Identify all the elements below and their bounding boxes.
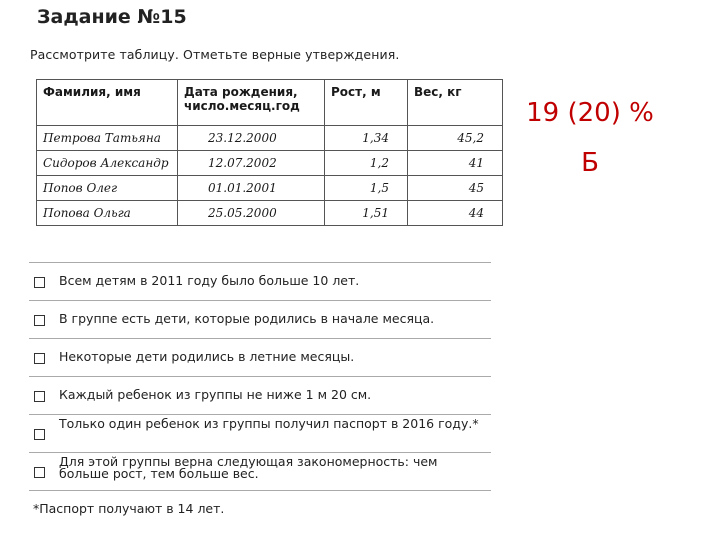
cell-weight: 45 [408, 176, 503, 201]
table-row [37, 176, 503, 201]
option-label: Всем детям в 2011 году было больше 10 лет. [59, 273, 360, 288]
header-birthdate: Дата рождения, число.месяц.год [178, 80, 325, 126]
table-row [37, 126, 503, 151]
table-header-row [37, 80, 503, 126]
header-weight: Вес, кг [408, 80, 503, 126]
answer-letter: Б [581, 148, 599, 178]
cell-height: 1,51 [325, 201, 408, 226]
option-checkbox[interactable] [34, 391, 45, 402]
cell-birthdate: 01.01.2001 [178, 176, 325, 201]
option-label: Только один ребенок из группы получил паспорт в 2016 году.* [59, 416, 479, 431]
cell-weight: 41 [408, 151, 503, 176]
cell-birthdate: 25.05.2000 [178, 201, 325, 226]
option-checkbox[interactable] [34, 353, 45, 364]
option-label: Для этой группы верна следующая закономерность: чем больше рост, тем больше вес. [59, 454, 438, 481]
answer-annotation [510, 88, 670, 188]
cell-name: Сидоров Александр [37, 151, 178, 176]
option-checkbox[interactable] [34, 429, 45, 440]
header-name: Фамилия, имя [37, 80, 178, 126]
option-label: В группе есть дети, которые родились в начале месяца. [59, 311, 435, 326]
cell-name: Попова Ольга [37, 201, 178, 226]
statement-options [29, 262, 491, 491]
footnote: *Паспорт получают в 14 лет. [33, 501, 225, 516]
option-row [29, 377, 491, 415]
cell-weight: 44 [408, 201, 503, 226]
option-row [29, 263, 491, 301]
option-row [29, 339, 491, 377]
option-checkbox[interactable] [34, 315, 45, 326]
option-label: Некоторые дети родились в летние месяцы. [59, 349, 355, 364]
cell-height: 1,34 [325, 126, 408, 151]
task-title: Задание №15 [37, 6, 187, 28]
cell-height: 1,5 [325, 176, 408, 201]
task-instruction: Рассмотрите таблицу. Отметьте верные утверждения. [30, 47, 400, 62]
answer-percent: 19 (20) % [526, 98, 654, 128]
option-row [29, 415, 491, 453]
cell-birthdate: 12.07.2002 [178, 151, 325, 176]
table-row [37, 151, 503, 176]
table-row [37, 201, 503, 226]
option-checkbox[interactable] [34, 277, 45, 288]
cell-birthdate: 23.12.2000 [178, 126, 325, 151]
header-height: Рост, м [325, 80, 408, 126]
children-table [36, 79, 503, 226]
option-row [29, 453, 491, 491]
cell-weight: 45,2 [408, 126, 503, 151]
option-label: Каждый ребенок из группы не ниже 1 м 20 см. [59, 387, 372, 402]
cell-height: 1,2 [325, 151, 408, 176]
cell-name: Попов Олег [37, 176, 178, 201]
cell-name: Петрова Татьяна [37, 126, 178, 151]
option-row [29, 301, 491, 339]
option-checkbox[interactable] [34, 467, 45, 478]
